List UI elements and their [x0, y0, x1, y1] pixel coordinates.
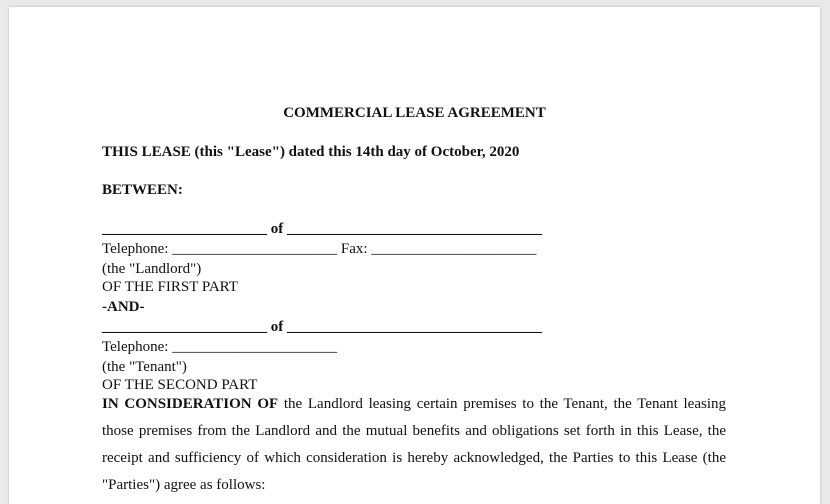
between-heading: BETWEEN: [102, 182, 183, 198]
document-page [9, 7, 820, 504]
consideration-text: the Landlord leasing certain premises to the Tenant, the Tenant leasing those premises from the Landlord and the mutual benefits and obligations set forth in this Lease, the receipt and sufficiency of which consideration is hereby acknowledged, the Parties to this Lease (the "Parties") agree as follows: [102, 396, 726, 493]
landlord-phone-fax-line: Telephone: ______________________ Fax: ______________________ [102, 241, 537, 257]
tenant-role: (the "Tenant") [102, 359, 187, 375]
landlord-name-line: ______________________ of __________________________________ [102, 221, 542, 237]
landlord-role: (the "Landlord") [102, 261, 202, 277]
consideration-paragraph [102, 391, 726, 499]
tenant-phone-line: Telephone: ______________________ [102, 339, 338, 355]
tenant-part: OF THE SECOND PART [102, 377, 258, 393]
landlord-part: OF THE FIRST PART [102, 279, 238, 295]
lease-intro: THIS LEASE (this "Lease") dated this 14th day of October, 2020 [102, 144, 520, 160]
tenant-name-line: ______________________ of __________________________________ [102, 319, 542, 335]
document-title: COMMERCIAL LEASE AGREEMENT [283, 105, 546, 121]
consideration-lead: IN CONSIDERATION OF [102, 396, 279, 412]
and-separator: -AND- [102, 299, 145, 315]
